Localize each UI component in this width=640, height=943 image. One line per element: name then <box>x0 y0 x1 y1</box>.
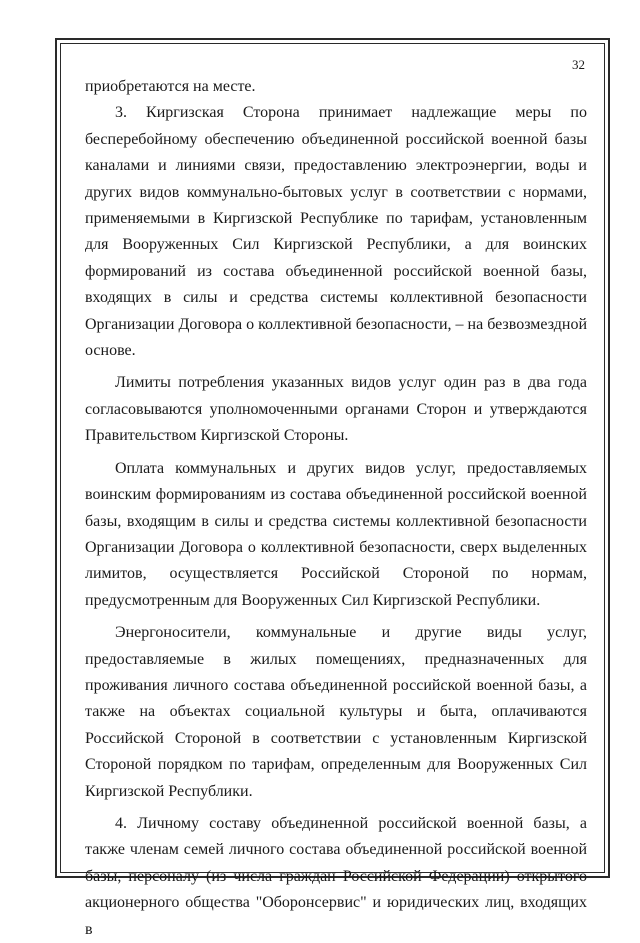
page-number: 32 <box>572 57 585 72</box>
document-body <box>85 74 587 943</box>
paragraph-item-4: 4. Личному составу объединенной российской военной базы, а также членам семей личного состава объединенной российской военной базы, персоналу (из числа граждан Российской Федерации) открытого акционерного общества "Оборонсервис" и юридических лиц, входящих в <box>85 814 587 938</box>
paragraph-continuation: приобретаются на месте. <box>85 78 256 95</box>
paragraph-item-3: 3. Киргизская Сторона принимает надлежащие меры по бесперебойному обеспечению объединенной российской военной базы каналами и линиями связи, предоставлению электроэнергии, воды и других видов коммунально-бытовых услуг в соответствии с нормами, применяемыми в Киргизской Республике по тарифам, установленным для Вооруженных Сил Киргизской Республики, а для воинских формирований из состава объединенной российской военной базы, входящих в силы и средства системы коллективной безопасности Организации Договора о коллективной безопасности, – на безвозмездной основе. <box>85 104 587 360</box>
paragraph-limits: Лимиты потребления указанных видов услуг один раз в два года согласовываются уполномоченными органами Сторон и утверждаются Правительством Киргизской Стороны. <box>85 374 587 445</box>
paragraph-energy: Энергоносители, коммунальные и другие виды услуг, предоставляемые в жилых помещениях, предназначенных для проживания личного состава объединенной российской военной базы, а также на объектах социальной культуры и быта, оплачиваются Российской Стороной в соответствии с установленным Киргизской Стороной порядком по тарифам, определенным для Вооруженных Сил Киргизской Республики. <box>85 624 587 800</box>
paragraph-payment: Оплата коммунальных и других видов услуг, предоставляемых воинским формированиям из состава объединенной российской военной базы, входящим в силы и средства системы коллективной безопасности Организации Договора о коллективной безопасности, сверх выделенных лимитов, осуществляется Российской Стороной по нормам, предусмотренным для Вооруженных Сил Киргизской Республики. <box>85 459 587 609</box>
